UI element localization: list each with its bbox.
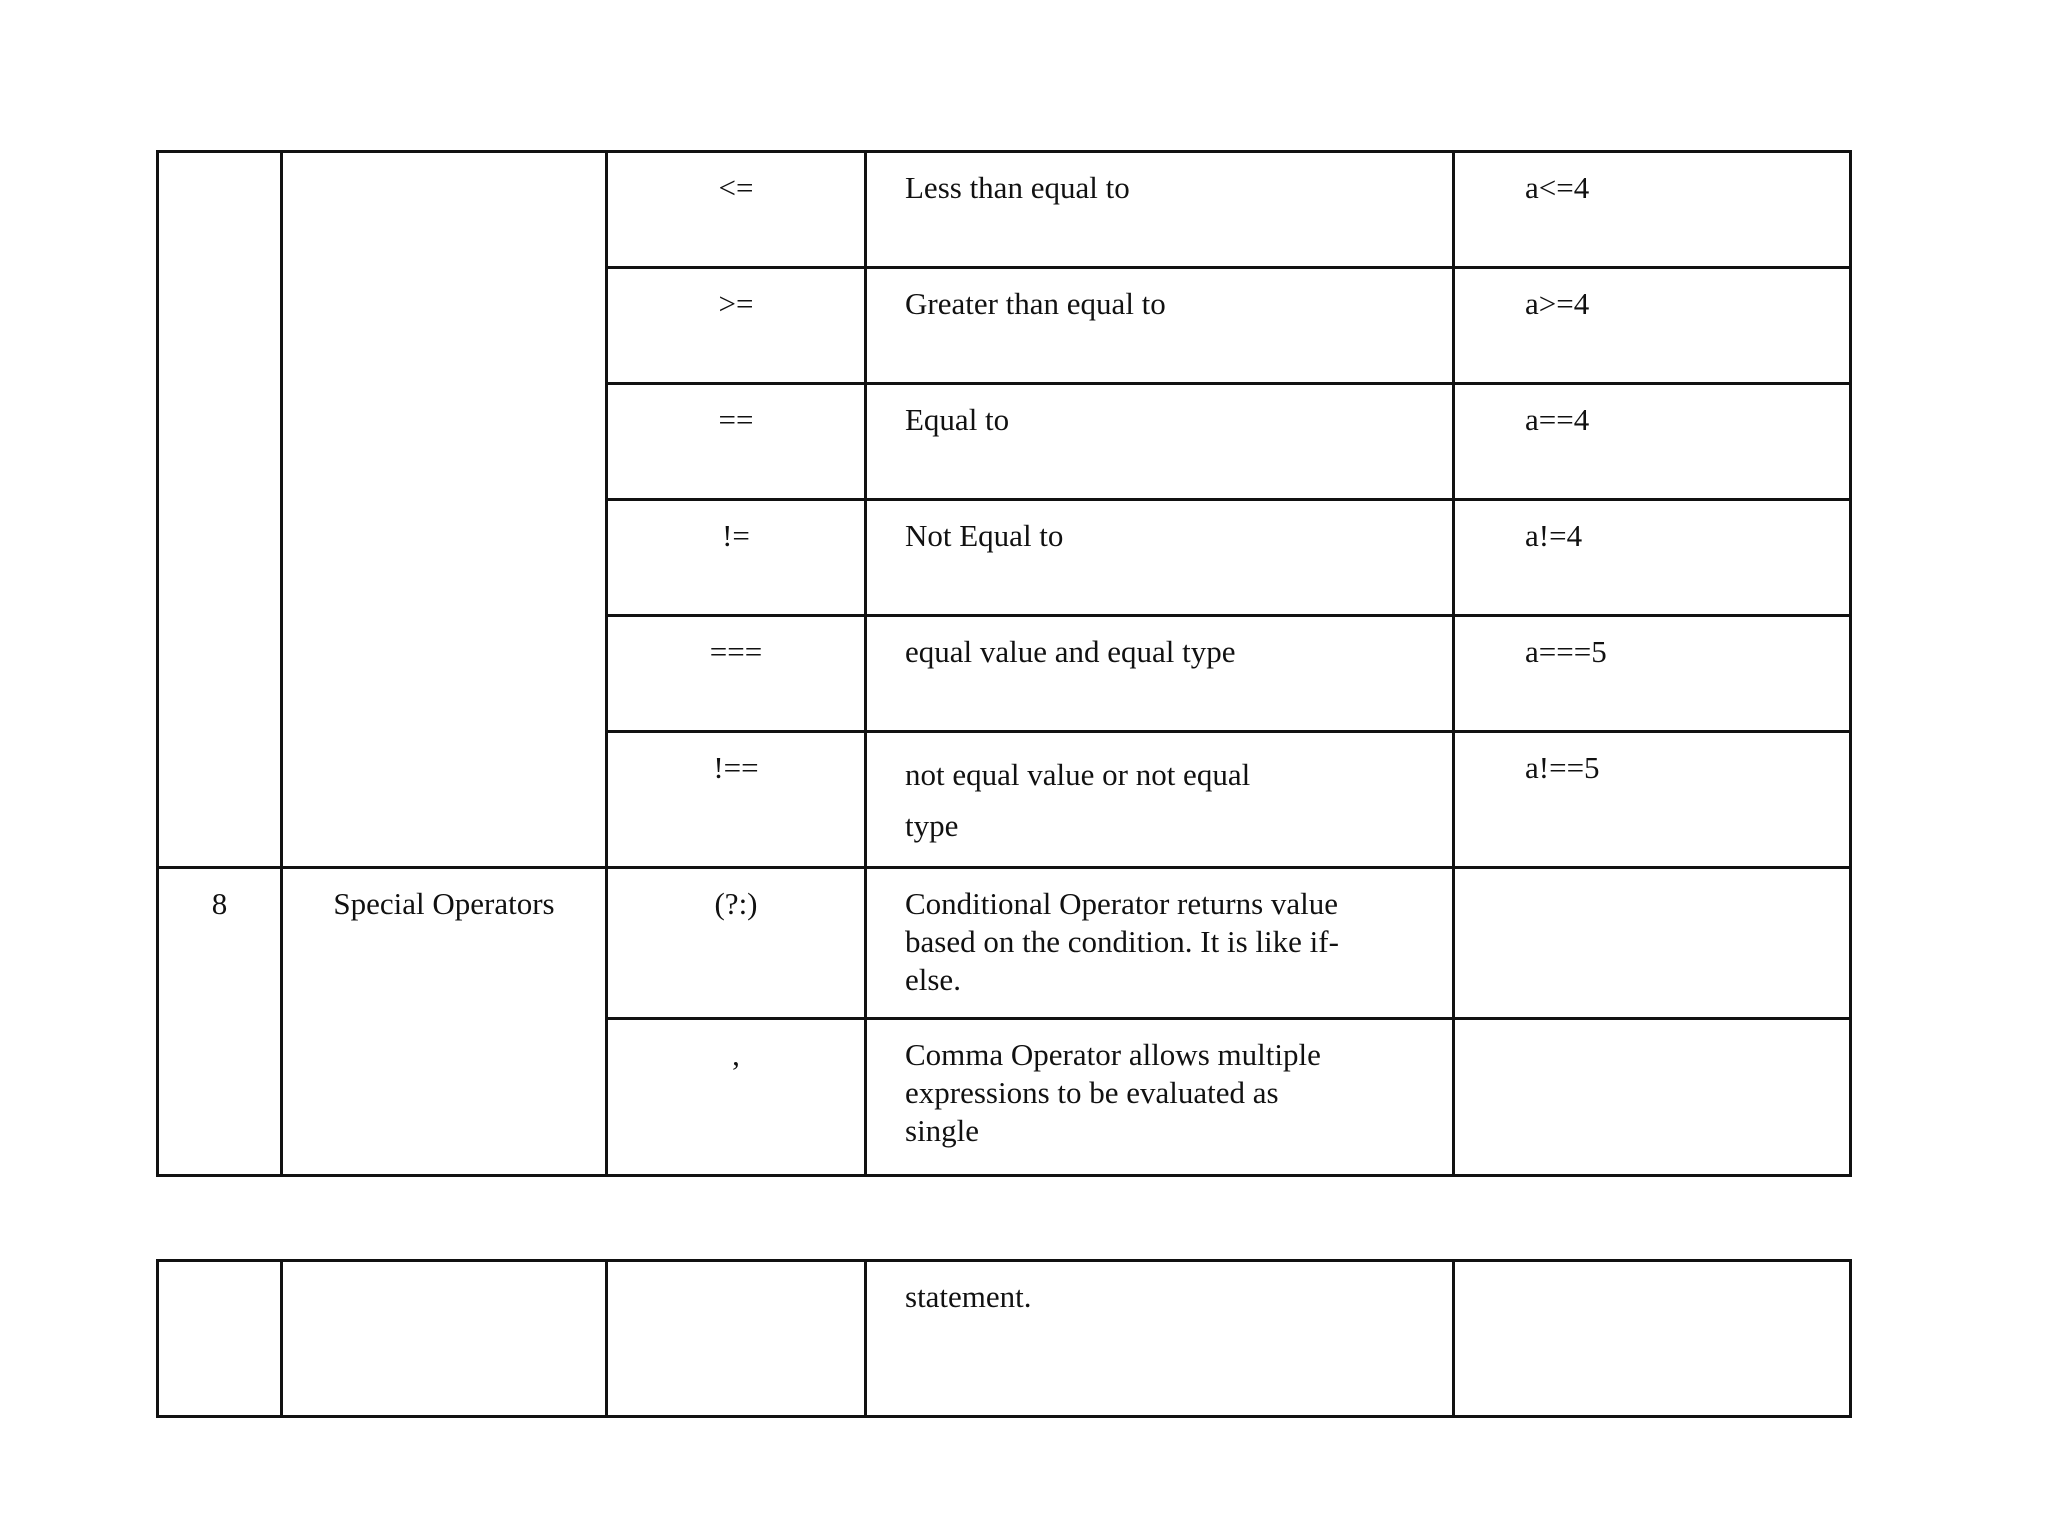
description-cell: Conditional Operator returns value based on the condition. It is like if- else. xyxy=(866,868,1454,1019)
number-cell: 8 xyxy=(158,868,282,1176)
example-cell xyxy=(1454,1019,1851,1176)
description-cell: Greater than equal to xyxy=(866,268,1454,384)
table-row xyxy=(158,868,1851,1019)
number-cell-empty xyxy=(158,1261,282,1417)
operator-cell: != xyxy=(607,500,866,616)
operator-cell: (?:) xyxy=(607,868,866,1019)
description-cell: Less than equal to xyxy=(866,152,1454,268)
example-cell: a===5 xyxy=(1454,616,1851,732)
operators-table-continued xyxy=(156,1259,1852,1418)
table-row xyxy=(158,152,1851,268)
description-cell: statement. xyxy=(866,1261,1454,1417)
description-cell: Comma Operator allows multiple expressions to be evaluated as single xyxy=(866,1019,1454,1176)
operator-cell: === xyxy=(607,616,866,732)
example-cell: a!=4 xyxy=(1454,500,1851,616)
example-cell xyxy=(1454,868,1851,1019)
example-cell: a!==5 xyxy=(1454,732,1851,868)
example-cell-empty xyxy=(1454,1261,1851,1417)
description-cell: Equal to xyxy=(866,384,1454,500)
table-row xyxy=(158,1261,1851,1417)
description-cell: Not Equal to xyxy=(866,500,1454,616)
operator-cell-empty xyxy=(607,1261,866,1417)
description-cell: not equal value or not equal type xyxy=(866,732,1454,868)
number-cell-empty xyxy=(158,152,282,868)
category-cell-empty xyxy=(282,1261,607,1417)
description-cell: equal value and equal type xyxy=(866,616,1454,732)
category-cell: Special Operators xyxy=(282,868,607,1176)
operator-cell: , xyxy=(607,1019,866,1176)
operator-cell: == xyxy=(607,384,866,500)
operator-cell: <= xyxy=(607,152,866,268)
example-cell: a>=4 xyxy=(1454,268,1851,384)
operator-cell: !== xyxy=(607,732,866,868)
example-cell: a<=4 xyxy=(1454,152,1851,268)
example-cell: a==4 xyxy=(1454,384,1851,500)
category-cell-empty xyxy=(282,152,607,868)
operators-table xyxy=(156,150,1852,1177)
operator-cell: >= xyxy=(607,268,866,384)
